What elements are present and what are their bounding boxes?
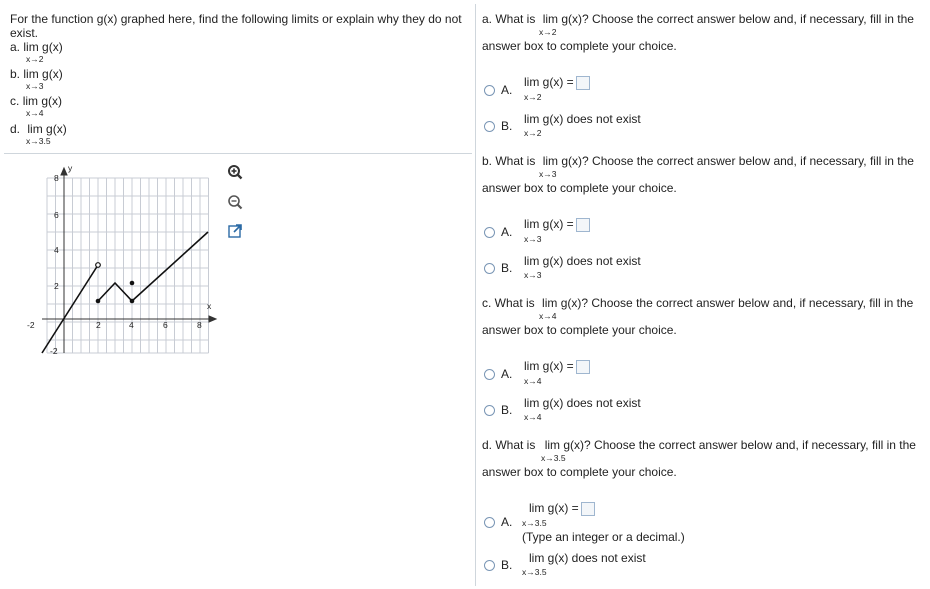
answer-d-option-b-radio[interactable] [484,560,495,571]
answer-c-option-a-radio[interactable] [484,369,495,380]
y-tick-2: 2 [54,281,59,291]
answer-c-prompt-sub: x→4 [539,311,557,321]
answer-c-option-a-expr [524,359,590,374]
answer-a-option-a-sub: x→2 [524,92,542,102]
part-d-sub: x→3.5 [26,136,51,146]
answer-c-input[interactable] [576,360,590,374]
zoom-out-button[interactable] [226,193,244,211]
answer-d-option-a-expr [529,501,595,516]
answer-c-option-b-radio[interactable] [484,405,495,416]
answer-a-option-a-radio[interactable] [484,85,495,96]
answer-b-input[interactable] [576,218,590,232]
y-tick-neg2: -2 [50,346,58,356]
answer-a-option-a-expr-text: lim g(x) = [524,75,574,89]
part-c-expr: lim g(x) [22,94,63,108]
isolated-point-4-7 [130,281,135,286]
answer-a-input[interactable] [576,76,590,90]
left-divider [4,153,472,154]
answer-d-option-a-radio[interactable] [484,517,495,528]
closed-point-2-4 [96,299,101,304]
zoom-out-icon [227,194,243,210]
part-a-label: a. [10,40,21,54]
part-b-label: b. [10,67,21,81]
answer-b-prompt-lim: lim g(x) [542,154,583,168]
part-b-sub: x→3 [26,81,44,91]
popout-icon [227,223,243,239]
answer-d-option-b-sub: x→3.5 [522,567,547,577]
answer-a-prompt [482,12,914,26]
answer-b-option-a-expr [524,217,590,232]
answer-b-prompt-post: ? Choose the correct answer below and, if necessary, fill in the [582,154,914,168]
answer-b-option-a-sub: x→3 [524,234,542,244]
x-tick-4: 4 [129,320,134,330]
answer-b-prompt-sub: x→3 [539,169,557,179]
panel-divider [475,4,476,586]
answer-d-option-a-label: A. [501,515,513,529]
answer-b-option-b-sub: x→3 [524,270,542,280]
answer-c-prompt-pre: c. What is [482,296,535,310]
answer-d-option-b-expr: lim g(x) does not exist [529,551,646,565]
answer-d-option-a-sub: x→3.5 [522,518,547,528]
question-text-line2: exist. [10,26,39,40]
answer-a-option-b-sub: x→2 [524,128,542,138]
answer-d-prompt [482,438,916,452]
answer-a-option-b-expr: lim g(x) does not exist [524,112,641,126]
answer-a-option-b-label: B. [501,119,513,133]
part-a-expr: lim g(x) [23,40,63,54]
answer-b-option-a-radio[interactable] [484,227,495,238]
part-d [10,122,67,146]
part-c-label: c. [10,94,20,108]
answer-d-option-a-hint: (Type an integer or a decimal.) [522,530,685,544]
closed-point-4-2 [130,299,135,304]
answer-d-prompt-post: ? Choose the correct answer below and, if necessary, fill in the [584,438,916,452]
answer-b-prompt-pre: b. What is [482,154,536,168]
answer-a-prompt-lim: lim g(x) [542,12,583,26]
answer-b-prompt [482,154,914,168]
answer-c-option-b-expr: lim g(x) does not exist [524,396,641,410]
x-tick-neg2: -2 [27,320,35,330]
part-c-sub: x→4 [26,108,44,118]
answer-c-prompt-line2: answer box to complete your choice. [482,323,677,337]
answer-c-prompt [482,296,913,310]
answer-b-option-a-expr-text: lim g(x) = [524,217,574,231]
answer-d-input[interactable] [581,502,595,516]
answer-b-option-b-radio[interactable] [484,263,495,274]
answer-b-option-a-label: A. [501,225,513,239]
answer-d-prompt-lim: lim g(x) [544,438,585,452]
answer-c-option-b-sub: x→4 [524,412,542,422]
popout-button[interactable] [226,222,244,240]
y-tick-6: 6 [54,210,59,220]
x-tick-8: 8 [197,320,202,330]
y-axis-label: y [68,163,73,173]
x-tick-6: 6 [163,320,168,330]
answer-d-option-a-expr-text: lim g(x) = [529,501,579,515]
answer-a-prompt-pre: a. What is [482,12,536,26]
part-d-expr: lim g(x) [27,122,67,136]
answer-a-option-a-label: A. [501,83,513,97]
answer-b-option-b-expr: lim g(x) does not exist [524,254,641,268]
answer-d-prompt-pre: d. What is [482,438,536,452]
part-a-sub: x→2 [26,54,44,64]
answer-c-prompt-lim: lim g(x) [542,296,582,310]
answer-a-prompt-post: ? Choose the correct answer below and, if necessary, fill in the [582,12,914,26]
answer-c-option-a-expr-text: lim g(x) = [524,359,574,373]
answer-b-option-b-label: B. [501,261,513,275]
part-a [10,40,63,64]
zoom-in-icon [227,164,243,180]
x-axis-label: x [207,301,212,311]
x-tick-2: 2 [96,320,101,330]
answer-d-option-b-label: B. [501,558,513,572]
answer-d-prompt-sub: x→3.5 [541,453,566,463]
part-d-label: d. [10,122,21,136]
graph-grid [47,178,209,353]
answer-c-option-b-label: B. [501,403,513,417]
question-text-line1: For the function g(x) graphed here, find the following limits or explain why they do not [10,12,462,26]
part-c [10,94,63,118]
answer-a-option-a-expr [524,75,590,90]
answer-b-prompt-line2: answer box to complete your choice. [482,181,677,195]
function-graph [27,158,225,358]
answer-c-prompt-post: ? Choose the correct answer below and, if necessary, fill in the [581,296,914,310]
part-b [10,67,63,91]
answer-c-option-a-label: A. [501,367,513,381]
answer-a-prompt-line2: answer box to complete your choice. [482,39,677,53]
answer-a-prompt-sub: x→2 [539,27,557,37]
answer-a-option-b-radio[interactable] [484,121,495,132]
y-tick-4: 4 [54,245,59,255]
answer-d-prompt-line2: answer box to complete your choice. [482,465,677,479]
zoom-in-button[interactable] [226,163,244,181]
answer-c-option-a-sub: x→4 [524,376,542,386]
open-point-2-6 [96,263,101,268]
part-b-expr: lim g(x) [23,67,63,81]
y-tick-8: 8 [54,173,59,183]
